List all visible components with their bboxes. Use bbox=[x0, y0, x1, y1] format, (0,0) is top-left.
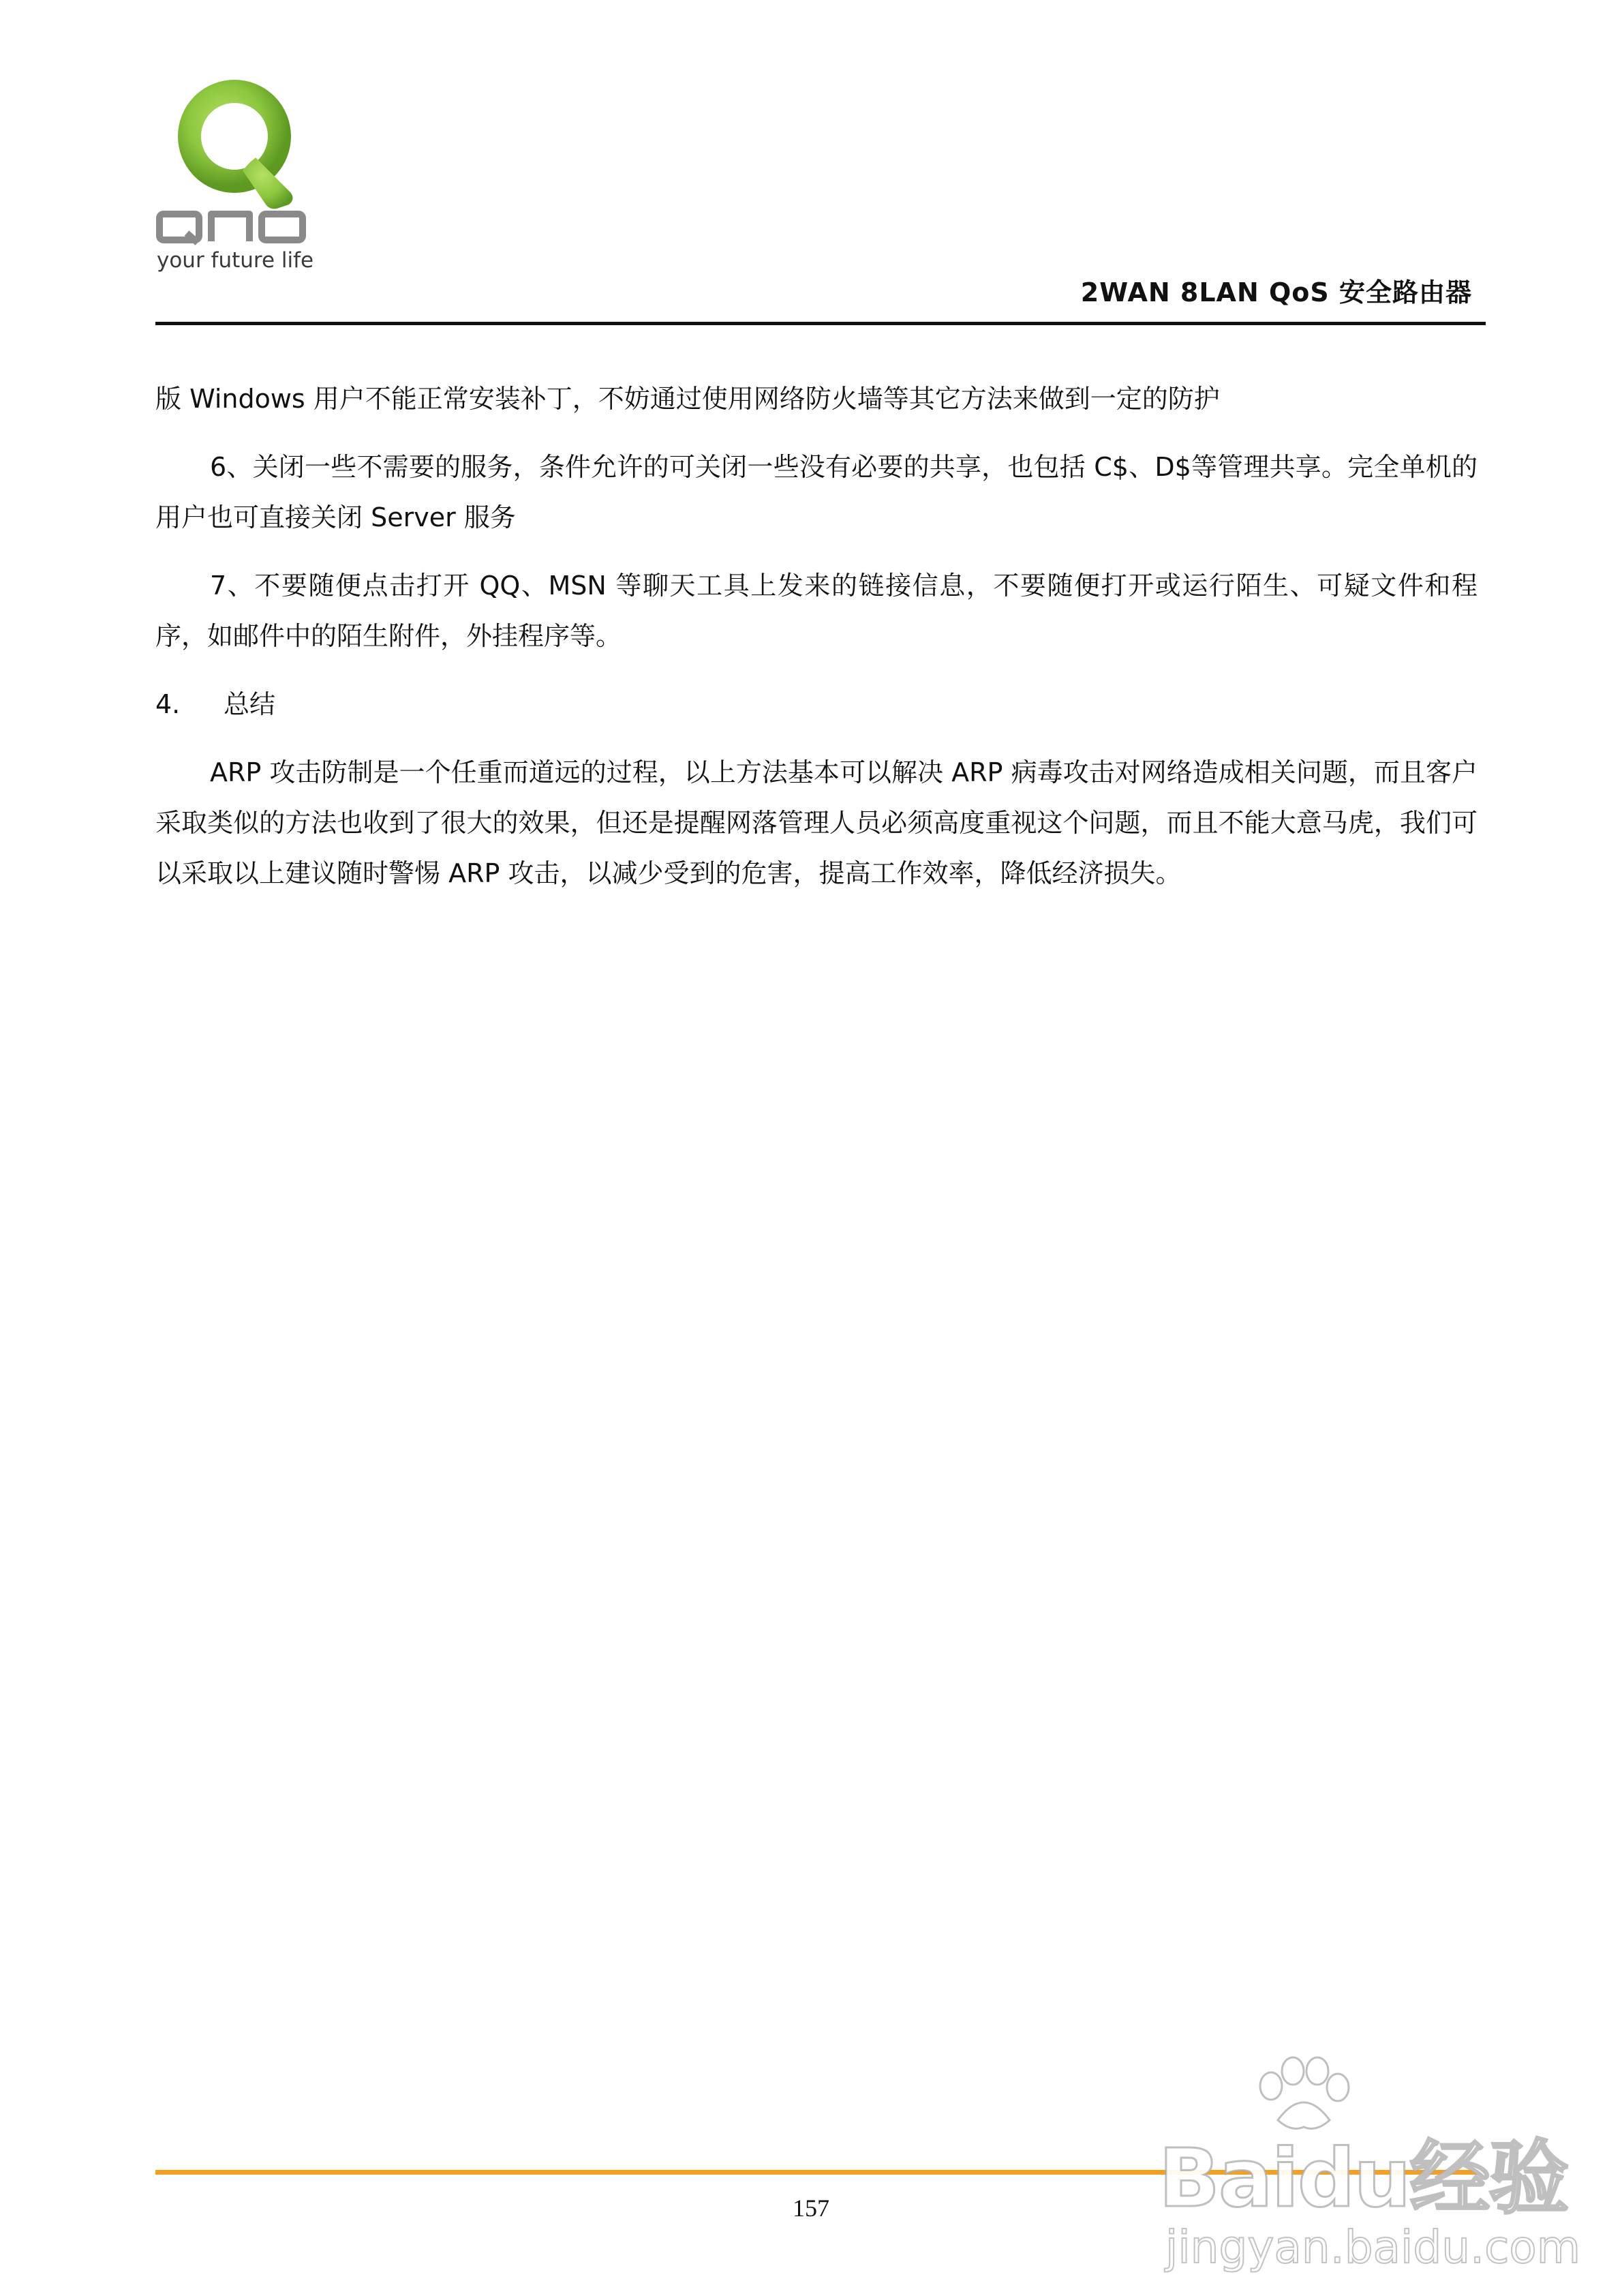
qno-logo bbox=[155, 75, 319, 280]
page-number: 157 bbox=[793, 2194, 829, 2222]
paragraph-continuation: 版 Windows 用户不能正常安装补丁，不妨通过使用网络防火墙等其它方法来做到一定的防护 bbox=[155, 384, 1220, 414]
qno-wordmark-icon bbox=[155, 210, 307, 245]
paragraph-item-7: 7、不要随便点击打开 QQ、MSN 等聊天工具上发来的链接信息，不要随便打开或运行陌生、可疑文件和程序，如邮件中的陌生附件，外挂程序等。 bbox=[155, 571, 1478, 651]
section-number: 4. bbox=[155, 689, 181, 719]
logo-tagline: your future life bbox=[157, 248, 314, 273]
header-title: 2WAN 8LAN QoS 安全路由器 bbox=[1080, 277, 1472, 307]
watermark-brand: Baidu经验 bbox=[1159, 2131, 1568, 2225]
header-divider bbox=[155, 322, 1486, 325]
section-title: 总结 bbox=[224, 689, 276, 719]
paragraph-item-6: 6、关闭一些不需要的服务，条件允许的可关闭一些没有必要的共享，也包括 C$、D$等管理共享。完全单机的用户也可直接关闭 Server 服务 bbox=[155, 452, 1478, 532]
document-body bbox=[155, 374, 1478, 916]
section-heading bbox=[155, 679, 1478, 729]
watermark-url: jingyan.baidu.com bbox=[1165, 2221, 1581, 2274]
paragraph-summary: ARP 攻击防制是一个任重而道远的过程，以上方法基本可以解决 ARP 病毒攻击对网络造成相关问题，而且客户采取类似的方法也收到了很大的效果，但还是提醒网落管理人员必须高度重视这个问题，而且不能大意马虎，我们可以采取以上建议随时警惕 ARP 攻击，以减少受到的危害，提高工作效率，降低经济损失。 bbox=[155, 757, 1478, 888]
baidu-watermark bbox=[1131, 2052, 1581, 2284]
qno-ring-logo-icon bbox=[174, 75, 304, 211]
